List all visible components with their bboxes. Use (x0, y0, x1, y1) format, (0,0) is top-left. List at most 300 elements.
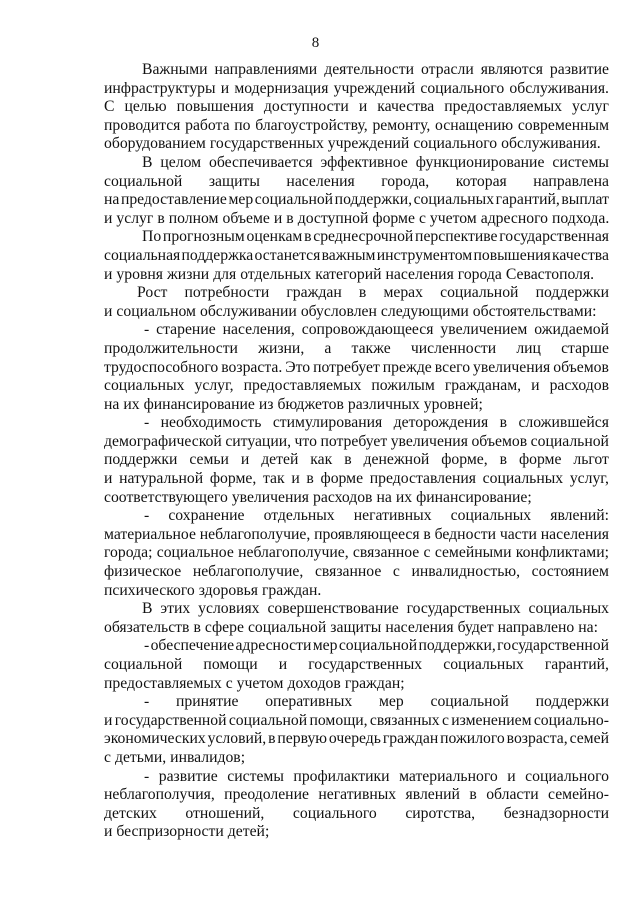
word: защиты (208, 172, 260, 190)
word: финансирование (143, 395, 255, 413)
text-line (104, 675, 609, 694)
word: их (395, 488, 413, 506)
word: для (213, 265, 237, 283)
word: которая (455, 172, 507, 190)
word: и (104, 711, 113, 729)
word: и (531, 377, 540, 395)
word: материальное (104, 525, 196, 543)
word: очередь (328, 730, 381, 748)
word: и (104, 470, 113, 488)
word: учреждений (333, 79, 416, 97)
text-line (104, 266, 609, 285)
word: в (358, 284, 367, 302)
word: обслуживания. (501, 135, 601, 153)
text-line (104, 135, 609, 154)
word: государственной (114, 711, 227, 729)
word: целью (124, 98, 167, 116)
text-line (104, 786, 609, 805)
word: социальном (116, 302, 196, 320)
word: с (104, 748, 111, 766)
word: также (351, 339, 391, 357)
word: социальной (530, 432, 609, 450)
text-line (104, 507, 609, 526)
word: и (104, 209, 113, 227)
text-line (104, 340, 609, 359)
word: отдельных (240, 265, 312, 283)
word: в (193, 618, 201, 636)
word: бедности (434, 525, 497, 543)
text-line (104, 693, 609, 712)
word: безнадзорности (503, 804, 609, 822)
word: услуг, (194, 377, 234, 395)
word: мер (228, 191, 254, 209)
word: - (144, 414, 150, 432)
word: проводится (104, 116, 181, 134)
word: социально- (533, 711, 609, 729)
word: обусловлен (300, 302, 377, 320)
word: семьи (189, 451, 229, 469)
text-line (104, 414, 609, 433)
word: доступности (263, 98, 349, 116)
word: развитие (549, 61, 609, 78)
word: в (286, 209, 294, 227)
word: экономических (104, 730, 206, 748)
text-line (104, 154, 609, 173)
word: с (423, 544, 431, 562)
word: с (225, 674, 233, 692)
word: важным (321, 246, 376, 264)
word: и (104, 823, 113, 841)
word: социальной (247, 618, 327, 636)
word: и (240, 451, 250, 469)
word: в (499, 451, 508, 469)
word: сложившейся (518, 414, 609, 432)
word: пожилым (371, 377, 435, 395)
word: лиц (516, 339, 541, 357)
word: возраста. (221, 358, 283, 376)
word: старше (561, 339, 609, 357)
word: доходов (287, 674, 341, 692)
word: - (144, 767, 150, 785)
word: принятие (175, 693, 239, 711)
word: граждан; (344, 674, 405, 692)
word: явлений: (550, 507, 609, 525)
word: явлений (405, 786, 460, 804)
word: и (104, 302, 113, 320)
word: бюджетов (277, 395, 344, 413)
word: трудоспособного (104, 358, 219, 376)
text-line (104, 117, 609, 136)
word: на (104, 395, 120, 413)
text-line (104, 805, 609, 824)
text-line (104, 61, 609, 80)
word: населения (385, 265, 454, 283)
word: инвалидностью, (411, 563, 521, 581)
word: будет (457, 618, 494, 636)
word: инвалидов; (170, 748, 246, 766)
word: предоставление (120, 191, 227, 209)
word: гарантий, (495, 191, 560, 209)
word: денежной (363, 451, 430, 469)
word: стимулирования (272, 414, 383, 432)
word: что (294, 432, 317, 450)
word: детей (261, 451, 299, 469)
word: финансирование; (416, 488, 532, 506)
word: неблагополучие, (192, 563, 304, 581)
word: государственной (497, 637, 609, 655)
word: отрасли (421, 61, 474, 78)
word: в (344, 451, 352, 469)
word: как (310, 451, 333, 469)
word: социального (420, 79, 505, 97)
text-line (104, 396, 609, 415)
word: и (273, 209, 283, 227)
word: потребности (184, 284, 270, 302)
word: направлено (497, 618, 575, 636)
word: из (258, 395, 274, 413)
text-line (104, 749, 609, 768)
word: гарантий, (544, 656, 609, 673)
word: развитие (158, 767, 218, 785)
word: города (457, 265, 502, 283)
word: условиях (198, 600, 260, 618)
word: различных (347, 395, 420, 413)
word: оперативных (265, 693, 353, 711)
word: качества (377, 98, 435, 116)
text-line (104, 173, 609, 192)
text-line (104, 730, 609, 749)
text-line (104, 284, 609, 303)
word: учетом (429, 209, 477, 227)
word: государственная (499, 228, 609, 246)
word: демографической (104, 432, 222, 450)
word: уровней; (423, 395, 483, 413)
word: учетом (236, 674, 284, 692)
word: увеличения (473, 358, 551, 376)
word: работа (185, 116, 230, 134)
word: негативных (318, 786, 397, 804)
word: части (499, 525, 537, 543)
word: Рост (137, 284, 168, 302)
word: предоставления (369, 470, 476, 488)
word: этих (160, 600, 191, 618)
word: защиты (330, 618, 382, 636)
word: с (418, 209, 426, 227)
text-line (104, 191, 609, 210)
word: среднесрочной (313, 228, 414, 246)
word: социальной (104, 656, 183, 673)
word: обслуживания. (509, 79, 609, 97)
word: предоставляемых (104, 674, 222, 692)
text-line (104, 526, 609, 545)
word: их (123, 395, 140, 413)
word: прежде (382, 358, 432, 376)
document-body (104, 61, 609, 842)
word: доступной (297, 209, 369, 227)
word: подхода. (551, 209, 610, 227)
word: направлениями (214, 61, 318, 78)
word: поддержка (181, 246, 254, 264)
word: детей; (227, 823, 270, 841)
word: профилактики (293, 767, 390, 785)
text-line (104, 582, 609, 601)
word: целом (160, 153, 202, 171)
word: увеличения (231, 488, 310, 506)
word: граждан (286, 284, 342, 302)
word: адресного (480, 209, 548, 227)
word: благоустройству, (255, 116, 368, 134)
word: связанное (352, 544, 420, 562)
word: системы (552, 153, 609, 171)
word: останется (254, 246, 321, 264)
word: области (486, 786, 539, 804)
word: мер (379, 693, 404, 711)
word: пожилого (440, 730, 505, 748)
word: населения (286, 172, 355, 190)
word: услуг (571, 98, 609, 116)
word: государственных (308, 656, 423, 673)
word: в (268, 730, 276, 748)
word: по (234, 116, 251, 134)
word: поддержки, (334, 191, 413, 209)
word: ремонту, (372, 116, 431, 134)
word: услуг, (569, 470, 609, 488)
word: помощи (203, 656, 258, 673)
word: форме (372, 209, 415, 227)
word: конфликтами; (515, 544, 609, 562)
word: потребует (313, 358, 380, 376)
word: перспективе (415, 228, 498, 246)
word: всего (434, 358, 471, 376)
word: социальной (104, 172, 183, 190)
word: численности (410, 339, 497, 357)
word: категорий (315, 265, 382, 283)
word: оборудованием (104, 135, 206, 153)
word: продолжительности (104, 339, 238, 357)
word: следующими (380, 302, 469, 320)
word: социальная (104, 246, 181, 264)
word: предоставляемых (444, 98, 562, 116)
word: прогнозным (162, 228, 245, 246)
word: форме, (209, 470, 257, 488)
word: предоставляемых (243, 377, 362, 395)
text-line (104, 489, 609, 508)
word: неблагополучие, (199, 525, 311, 543)
word: обслуживании (199, 302, 297, 320)
word: неблагополучия, (104, 786, 215, 804)
word: увеличения (390, 432, 468, 450)
word: адресности (235, 637, 312, 655)
word: мер (312, 637, 338, 655)
word: форме (518, 451, 562, 469)
word: обеспечение (150, 637, 235, 655)
text-line (104, 470, 609, 489)
word: с (441, 711, 449, 729)
word: с (392, 563, 400, 581)
word: возраста, (506, 730, 568, 748)
word: помощи, (309, 711, 368, 729)
word: сохранение (168, 507, 245, 525)
word: расходов (313, 488, 373, 506)
text-line (104, 619, 609, 638)
word: отдельных (263, 507, 335, 525)
word: объеме (222, 209, 270, 227)
word: сопровождающееся (301, 321, 434, 339)
word: являются (480, 61, 543, 78)
word: первую (277, 730, 328, 748)
word: поддержки (535, 284, 609, 302)
word: социальных (443, 656, 524, 673)
word: социальной (254, 191, 334, 209)
word: населения (385, 618, 454, 636)
word: психического (104, 581, 195, 599)
text-line (104, 823, 609, 842)
text-line (104, 98, 609, 117)
word: учреждений (327, 135, 410, 153)
word: сфере (204, 618, 244, 636)
word: и (291, 470, 300, 488)
word: мерах (383, 284, 423, 302)
word: поддержки, (418, 637, 496, 655)
word: социальных (450, 507, 532, 525)
text-line (104, 544, 609, 563)
word: социальных (482, 470, 564, 488)
word: населения, (222, 321, 295, 339)
word: гражданам, (444, 377, 522, 395)
word: совершенствование (267, 600, 399, 618)
word: социальной (228, 711, 308, 729)
word: отношений, (185, 804, 265, 822)
word: форме (320, 470, 364, 488)
word: - (144, 693, 150, 711)
word: и (358, 98, 368, 116)
word: семей (569, 730, 609, 748)
text-line (104, 637, 609, 656)
word: инструментом (376, 246, 473, 264)
word: повышения (473, 246, 551, 264)
word: условий, (207, 730, 267, 748)
word: и (220, 79, 230, 97)
word: поддержки (104, 451, 178, 469)
word: форме, (441, 451, 488, 469)
word: инфраструктуры (104, 79, 216, 97)
word: города, (381, 172, 430, 190)
word: С (104, 98, 115, 116)
word: соответствующего (104, 488, 228, 506)
word: По (142, 228, 162, 246)
word: в (304, 228, 312, 246)
word: в (499, 414, 508, 432)
text-line (104, 600, 609, 619)
word: на: (578, 618, 598, 636)
word: модернизация (234, 79, 329, 97)
word: материального (399, 767, 498, 785)
word: направлена (533, 172, 609, 190)
text-line (104, 377, 609, 396)
word: социальной (430, 693, 509, 711)
word: обязательств (104, 618, 190, 636)
text-line (104, 321, 609, 340)
word: социальных (528, 600, 609, 618)
word: граждан. (261, 581, 322, 599)
word: ситуации, (225, 432, 292, 450)
word: семейно- (548, 786, 609, 804)
word: сиротства, (405, 804, 476, 822)
word: эффективное (320, 153, 408, 171)
word: ожидаемой (534, 321, 609, 339)
text-line (104, 563, 609, 582)
word: государственных (406, 600, 521, 618)
word: объемов (471, 432, 528, 450)
word: жизни (166, 265, 210, 283)
word: в (157, 209, 165, 227)
word: - (144, 637, 150, 655)
text-line (104, 80, 609, 99)
word: города; (104, 544, 153, 562)
word: деторождения (393, 414, 489, 432)
word: льгот (573, 451, 609, 469)
word: социальное (156, 544, 234, 562)
word: социальной (440, 284, 519, 302)
word: уровня (116, 265, 163, 283)
word: необходимость (160, 414, 262, 432)
word: связанных (369, 711, 440, 729)
word: современным (517, 116, 609, 134)
word: - (144, 507, 150, 525)
word: неблагополучие, (238, 544, 349, 562)
word: повышения (176, 98, 254, 116)
text-line (104, 656, 609, 675)
word: преодоление (224, 786, 309, 804)
text-line (104, 210, 609, 229)
word: поддержки (535, 693, 609, 711)
word: физическое (104, 563, 182, 581)
text-line (104, 359, 609, 378)
word: социальных (104, 377, 185, 395)
word: оценкам (246, 228, 303, 246)
word: на (104, 191, 120, 209)
word: семейными (434, 544, 512, 562)
word: в (469, 786, 477, 804)
word: натуральной (119, 470, 204, 488)
word: старение (156, 321, 216, 339)
word: на (376, 488, 392, 506)
word: граждан (382, 730, 439, 748)
word: детских (104, 804, 157, 822)
word: а (324, 339, 332, 357)
text-line (104, 228, 609, 247)
word: социального (413, 135, 498, 153)
word: Севастополя. (505, 265, 595, 283)
word: выплат (561, 191, 609, 209)
word: социальных (413, 191, 495, 209)
word: в (423, 525, 431, 543)
word: социальной (338, 637, 418, 655)
word: состоянием (531, 563, 609, 581)
word: и (278, 656, 288, 673)
word: социального (525, 767, 609, 785)
word: расходов (549, 377, 609, 395)
word: потребует (320, 432, 388, 450)
text-line (104, 451, 609, 470)
word: В (142, 600, 153, 618)
word: и (104, 265, 113, 283)
word: увеличением (440, 321, 528, 339)
word: обстоятельствами: (472, 302, 597, 320)
word: негативных (353, 507, 432, 525)
text-line (104, 303, 609, 322)
word: услуг (116, 209, 154, 227)
